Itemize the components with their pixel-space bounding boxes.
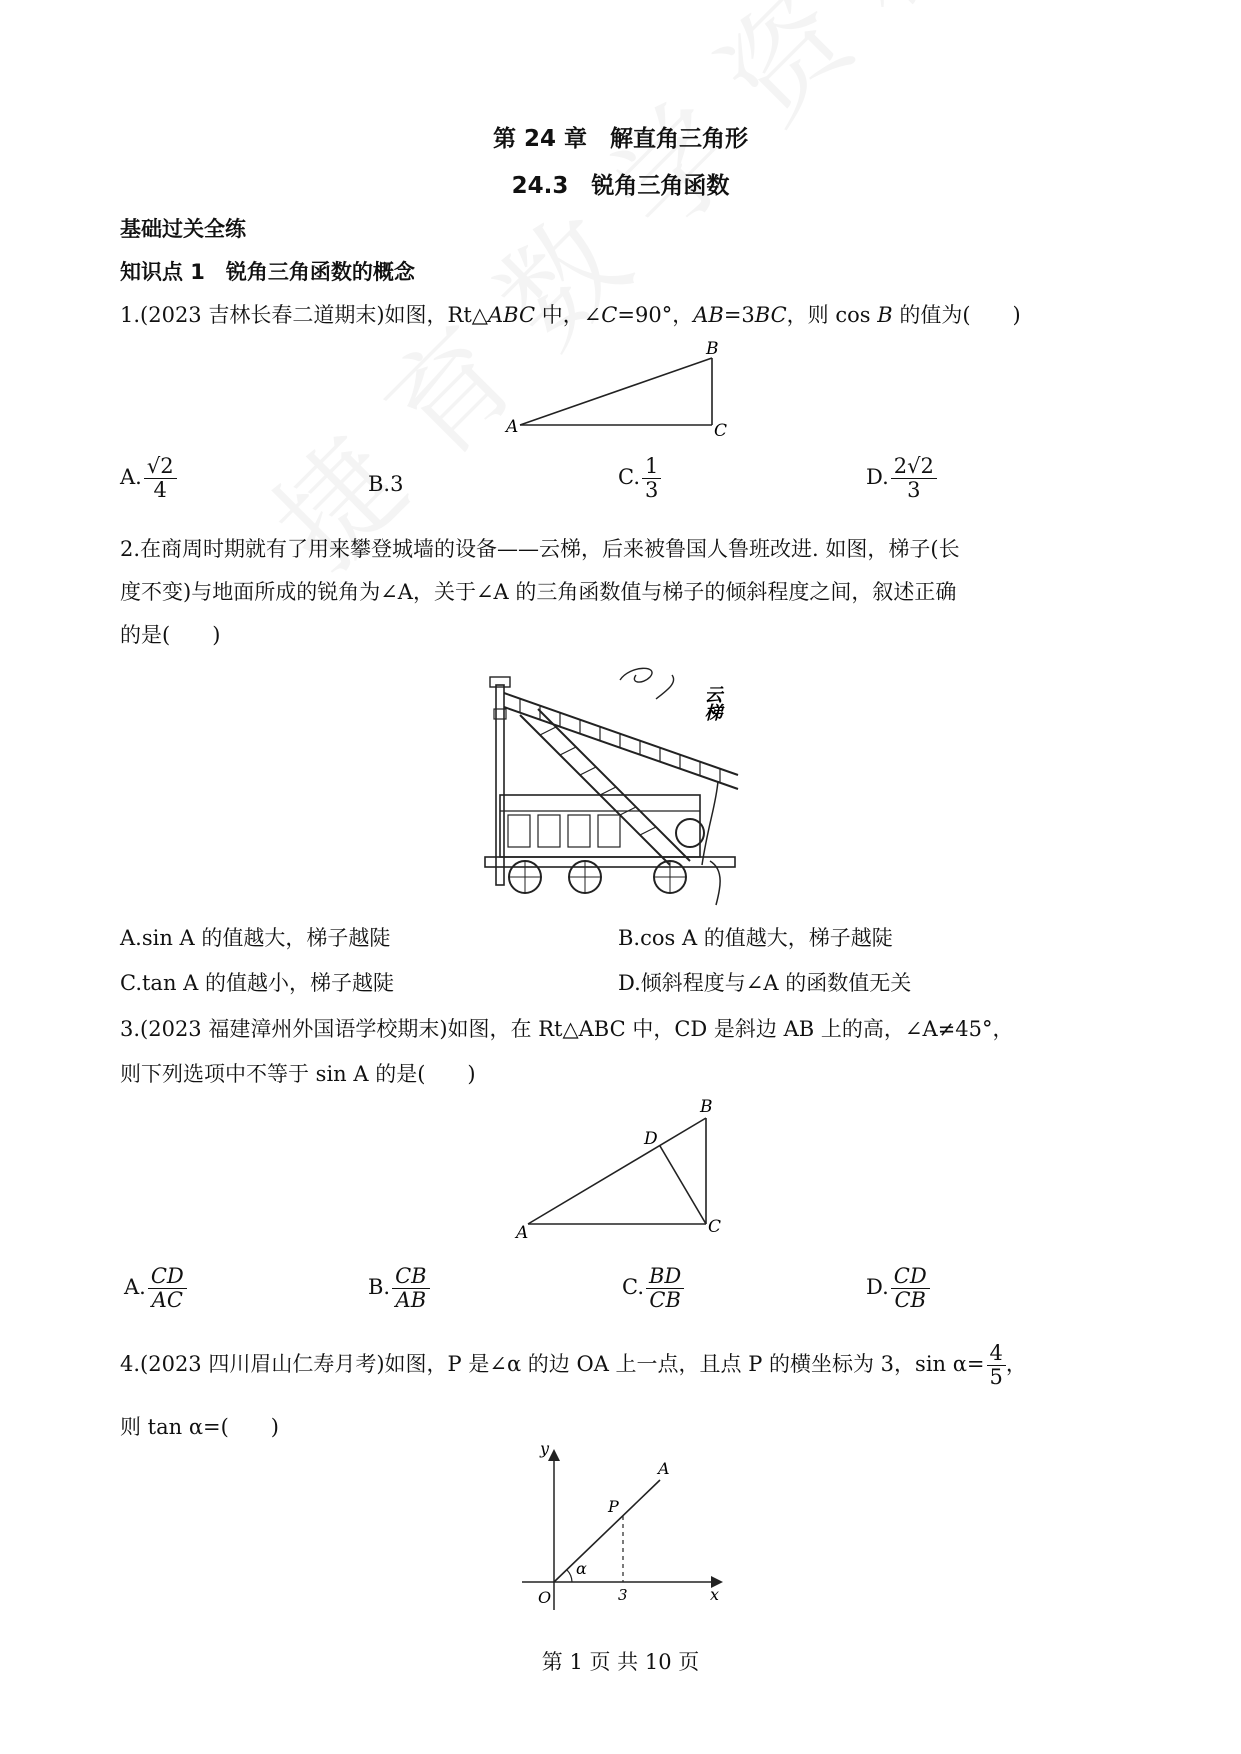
q2-option-b[interactable]: B.cos A 的值越大，梯子越陡 (618, 926, 893, 950)
fraction: $\frac{BD}{CB}$ (646, 1265, 684, 1312)
q2-option-a[interactable]: A.sin A 的值越大，梯子越陡 (120, 926, 391, 950)
vertex-label-a: A (516, 1223, 529, 1243)
origin-label: O (538, 1588, 552, 1607)
question-4-line-1: 4.(2023 四川眉山仁寿月考)如图，P 是∠α 的边 OA 上一点，且点 P 的横坐标为 3，sin α= $\frac{4}{5}$ ， (120, 1341, 1027, 1390)
q1-option-d[interactable]: D. $\frac{2√2}{3}$ (866, 455, 937, 502)
page-footer: 第 1 页 共 10 页 (541, 1650, 700, 1674)
question-3-line-2: 则下列选项中不等于 sin A 的是( ) (120, 1062, 476, 1086)
side-ab (520, 358, 712, 425)
side-ab (528, 1118, 706, 1224)
fraction: $\frac{1}{3}$ (642, 455, 661, 502)
point-label-p: P (608, 1497, 619, 1516)
tick-label-3: 3 (618, 1586, 628, 1604)
vertex-label-a: A (506, 417, 519, 437)
section-title: 24.3 锐角三角函数 (511, 173, 730, 199)
fraction: $\frac{CD}{CB}$ (891, 1265, 930, 1312)
q3-option-b[interactable]: B. $\frac{CB}{AB}$ (368, 1265, 430, 1312)
question-2-line-2: 度不变)与地面所成的锐角为∠A，关于∠A 的三角函数值与梯子的倾斜程度之间，叙述正确 (120, 580, 957, 604)
question-2-line-1: 2.在商周时期就有了用来攀登城墙的设备——云梯，后来被鲁国人鲁班改进. 如图，梯子(长 (120, 537, 960, 561)
q2-option-c[interactable]: C.tan A 的值越小，梯子越陡 (120, 971, 394, 995)
ray-oa (554, 1480, 660, 1582)
vertex-label-b: B (700, 1098, 713, 1117)
question-3-triangle-figure (510, 1098, 740, 1248)
chapter-title: 第 24 章 解直角三角形 (492, 126, 749, 152)
question-4-coordinate-figure (510, 1440, 740, 1615)
question-3-line-1: 3.(2023 福建漳州外国语学校期末)如图，在 Rt△ABC 中，CD 是斜边 AB 上的高，∠A≠45°， (120, 1017, 1014, 1041)
altitude-cd (660, 1146, 706, 1224)
q1-option-a[interactable]: A. $\frac{√2}{4}$ (120, 455, 177, 502)
q1-option-b[interactable]: B.3 (368, 472, 404, 496)
q1-option-c[interactable]: C. $\frac{1}{3}$ (618, 455, 661, 502)
angle-label-alpha: α (576, 1559, 587, 1578)
question-1-triangle-figure (500, 340, 740, 445)
fraction: $\frac{2√2}{3}$ (891, 455, 937, 502)
axis-label-x: x (710, 1585, 720, 1604)
question-1-text: 1.(2023 吉林长春二道期末)如图，Rt△ABC 中，∠C=90°，AB=3BC，则 cos B 的值为( ) (120, 303, 1021, 327)
question-4-line-2: 则 tan α=( ) (120, 1415, 279, 1439)
q3-option-c[interactable]: C. $\frac{BD}{CB}$ (622, 1265, 684, 1312)
illustration-caption: 云梯 (701, 685, 723, 721)
vertex-label-c: C (714, 421, 728, 441)
cloud-ladder-illustration (480, 665, 760, 910)
vertex-label-c: C (708, 1217, 722, 1237)
fraction: $\frac{CD}{AC}$ (148, 1265, 187, 1312)
axis-label-y: y (540, 1440, 550, 1458)
vertex-label-b: B (706, 340, 719, 359)
q3-option-d[interactable]: D. $\frac{CD}{CB}$ (866, 1265, 930, 1312)
fraction: $\frac{CB}{AB}$ (392, 1265, 430, 1312)
fraction: $\frac{4}{5}$ (987, 1342, 1006, 1389)
q2-option-d[interactable]: D.倾斜程度与∠A 的函数值无关 (618, 971, 912, 995)
question-2-line-3: 的是( ) (120, 623, 221, 647)
knowledge-point-heading: 知识点 1 锐角三角函数的概念 (120, 260, 415, 284)
fraction: $\frac{√2}{4}$ (144, 455, 177, 502)
vertex-label-d: D (644, 1129, 658, 1149)
part-heading: 基础过关全练 (120, 217, 246, 241)
q3-option-a[interactable]: A. $\frac{CD}{AC}$ (124, 1265, 187, 1312)
angle-arc (567, 1570, 572, 1582)
point-label-a: A (658, 1459, 670, 1478)
